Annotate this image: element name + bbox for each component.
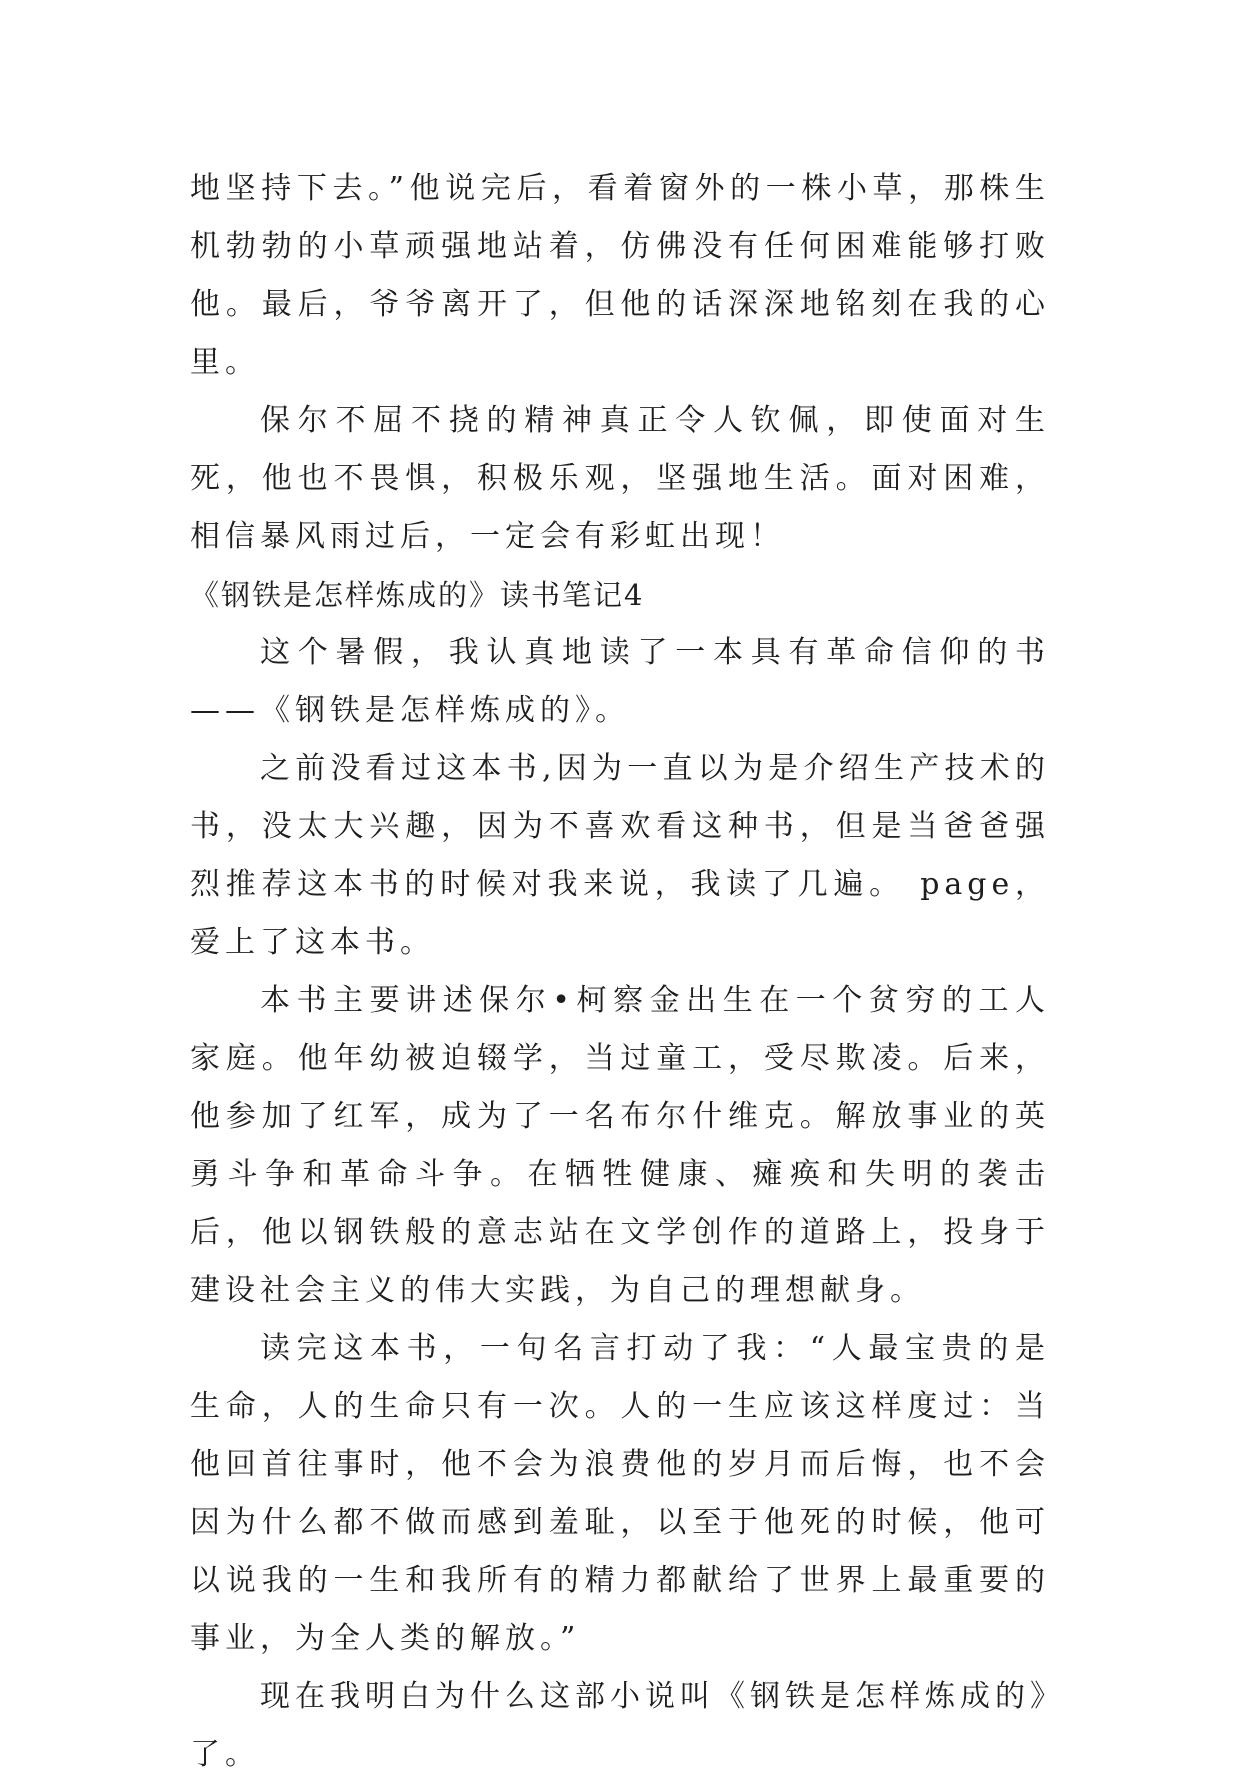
paragraph: 这个暑假，我认真地读了一本具有革命信仰的书——《钢铁是怎样炼成的》。 bbox=[190, 635, 1050, 728]
paragraph: 读完这本书，一句名言打动了我：“人最宝贵的是生命，人的生命只有一次。人的一生应该这样度过：当他回首往事时，他不会为浪费他的岁月而后悔，也不会因为什么都不做而感到羞耻，以至于他死的时候，他可以说我的一生和我所有的精力都献给了世界上最重要的事业，为全人类的解放。” bbox=[190, 1331, 1050, 1656]
paragraph: 保尔不屈不挠的精神真正令人钦佩，即使面对生死，他也不畏惧，积极乐观，坚强地生活。面对困难，相信暴风雨过后，一定会有彩虹出现！ bbox=[190, 403, 1050, 554]
paragraph: 现在我明白为什么这部小说叫《钢铁是怎样炼成的》了。 bbox=[190, 1679, 1050, 1772]
section-title: 《钢铁是怎样炼成的》读书笔记4 bbox=[190, 578, 645, 612]
paragraph: 之前没看过这本书,因为一直以为是介绍生产技术的书，没太大兴趣，因为不喜欢看这种书，但是当爸爸强烈推荐这本书的时候对我来说，我读了几遍。 page，爱上了这本书。 bbox=[190, 751, 1050, 960]
document-page bbox=[190, 160, 1050, 1784]
paragraph: 本书主要讲述保尔•柯察金出生在一个贫穷的工人家庭。他年幼被迫辍学，当过童工，受尽欺凌。后来，他参加了红军，成为了一名布尔什维克。解放事业的英勇斗争和革命斗争。在牺牲健康、瘫痪和失明的袭击后，他以钢铁般的意志站在文学创作的道路上，投身于建设社会主义的伟大实践，为自己的理想献身。 bbox=[190, 983, 1050, 1308]
paragraph: 地坚持下去。”他说完后，看着窗外的一株小草，那株生机勃勃的小草顽强地站着，仿佛没有任何困难能够打败他。最后，爷爷离开了，但他的话深深地铭刻在我的心里。 bbox=[190, 171, 1050, 380]
